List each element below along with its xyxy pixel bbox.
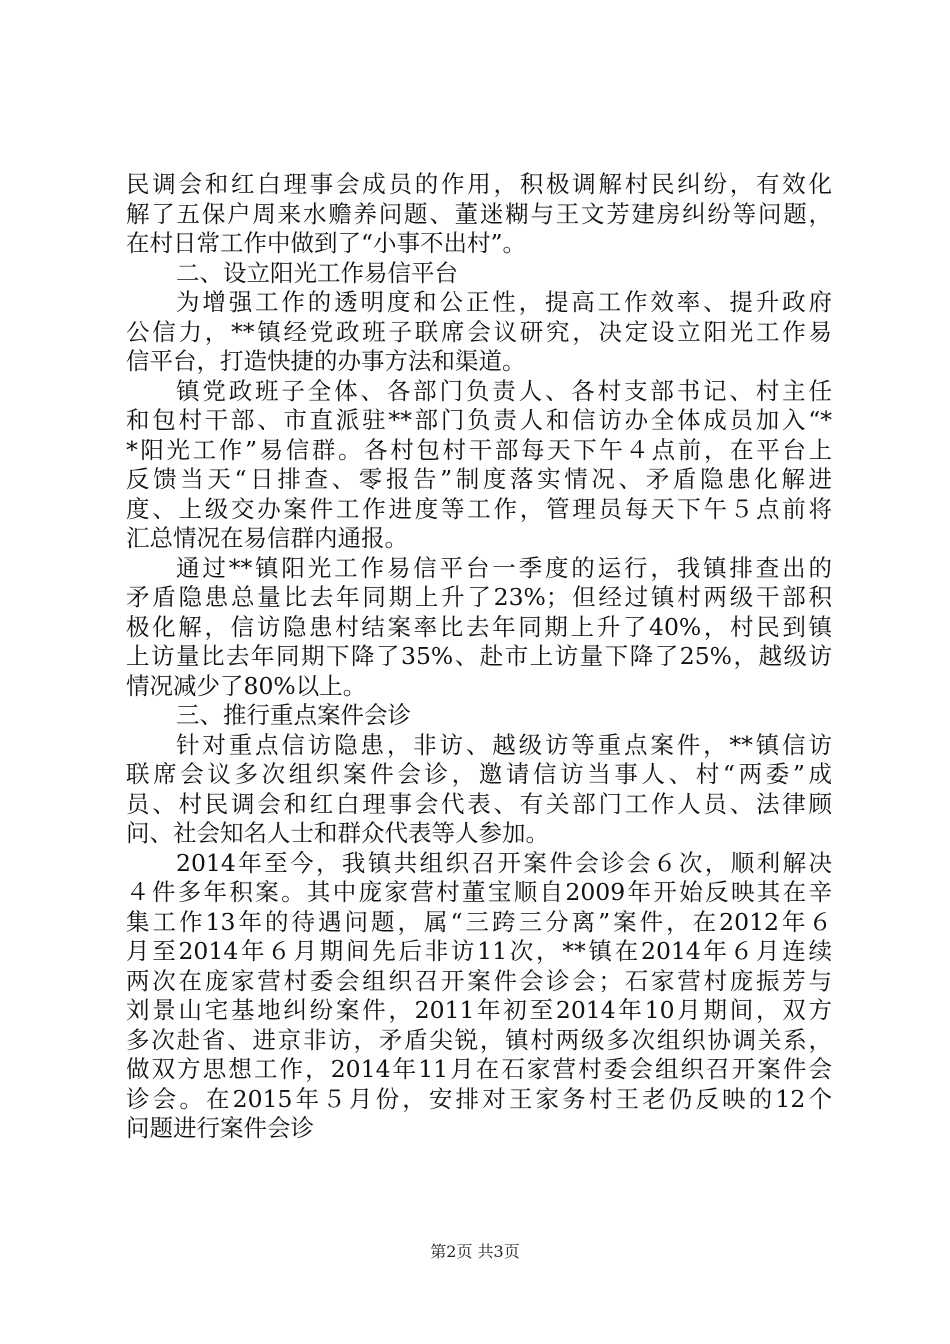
text-line: 信平台，打造快捷的办事方法和渠道。 xyxy=(126,347,526,375)
text-line: 多次赴省、进京非访，矛盾尖锐，镇村两级多次组织协调关系， xyxy=(126,1025,832,1054)
text-line: 集工作13年的待遇问题，属“三跨三分离”案件，在2012年６ xyxy=(126,907,832,936)
text-line: ４件多年积案。其中庞家营村董宝顺自2009年开始反映其在辛 xyxy=(126,878,832,906)
section-heading: 三、推行重点案件会诊 xyxy=(176,701,411,729)
text-line: 情况减少了80%以上。 xyxy=(126,671,367,700)
text-line: 刘景山宅基地纠纷案件，2011年初至2014年10月期间，双方 xyxy=(126,996,832,1024)
text-line: 联席会议多次组织案件会诊，邀请信访当事人、村“两委”成 xyxy=(126,760,832,788)
text-line: 2014年至今，我镇共组织召开案件会诊会６次，顺利解决 xyxy=(176,848,832,877)
text-line: 汇总情况在易信群内通报。 xyxy=(126,524,408,552)
text-line: 反馈当天“日排查、零报告”制度落实情况、矛盾隐患化解进 xyxy=(126,465,832,493)
text-line: 月至2014年６月期间先后非访11次，**镇在2014年６月连续 xyxy=(126,937,832,965)
text-line: 两次在庞家营村委会组织召开案件会诊会；石家营村庞振芳与 xyxy=(126,966,832,995)
text-line: 矛盾隐患总量比去年同期上升了23%；但经过镇村两级干部积 xyxy=(126,583,832,611)
text-line: 民调会和红白理事会成员的作用，积极调解村民纠纷，有效化 xyxy=(126,170,832,198)
text-line: 问题进行案件会诊 xyxy=(126,1114,314,1142)
text-line: 解了五保户周来水赡养问题、董迷糊与王文芳建房纠纷等问题， xyxy=(126,199,832,228)
document-body xyxy=(126,170,832,1144)
text-line: 做双方思想工作，2014年11月在石家营村委会组织召开案件会 xyxy=(126,1055,832,1083)
text-line: 问、社会知名人士和群众代表等人参加。 xyxy=(126,819,549,847)
text-line: 诊会。在2015年５月份，安排对王家务村王老仍反映的12个 xyxy=(126,1084,832,1113)
text-line: 在村日常工作中做到了“小事不出村”。 xyxy=(126,229,527,257)
text-line: 上访量比去年同期下降了35%、赴市上访量下降了25%，越级访 xyxy=(126,642,832,670)
text-line: 和包村干部、市直派驻**部门负责人和信访办全体成员加入“* xyxy=(126,406,832,434)
text-line: 针对重点信访隐患，非访、越级访等重点案件，**镇信访 xyxy=(176,730,832,759)
text-line: 极化解，信访隐患村结案率比去年同期上升了40%，村民到镇 xyxy=(126,612,832,641)
text-line: 镇党政班子全体、各部门负责人、各村支部书记、村主任 xyxy=(176,376,832,405)
text-line: 公信力，**镇经党政班子联席会议研究，决定设立阳光工作易 xyxy=(126,317,832,346)
page-number: 第2页 共3页 xyxy=(430,1242,520,1261)
text-line: 通过**镇阳光工作易信平台一季度的运行，我镇排查出的 xyxy=(176,553,832,582)
text-line: 度、上级交办案件工作进度等工作，管理员每天下午５点前将 xyxy=(126,494,832,523)
text-line: *阳光工作”易信群。各村包村干部每天下午４点前，在平台上 xyxy=(126,435,832,464)
text-line: 为增强工作的透明度和公正性，提高工作效率、提升政府 xyxy=(176,288,832,316)
section-heading: 二、设立阳光工作易信平台 xyxy=(176,258,458,287)
text-line: 员、村民调会和红白理事会代表、有关部门工作人员、法律顾 xyxy=(126,789,832,818)
